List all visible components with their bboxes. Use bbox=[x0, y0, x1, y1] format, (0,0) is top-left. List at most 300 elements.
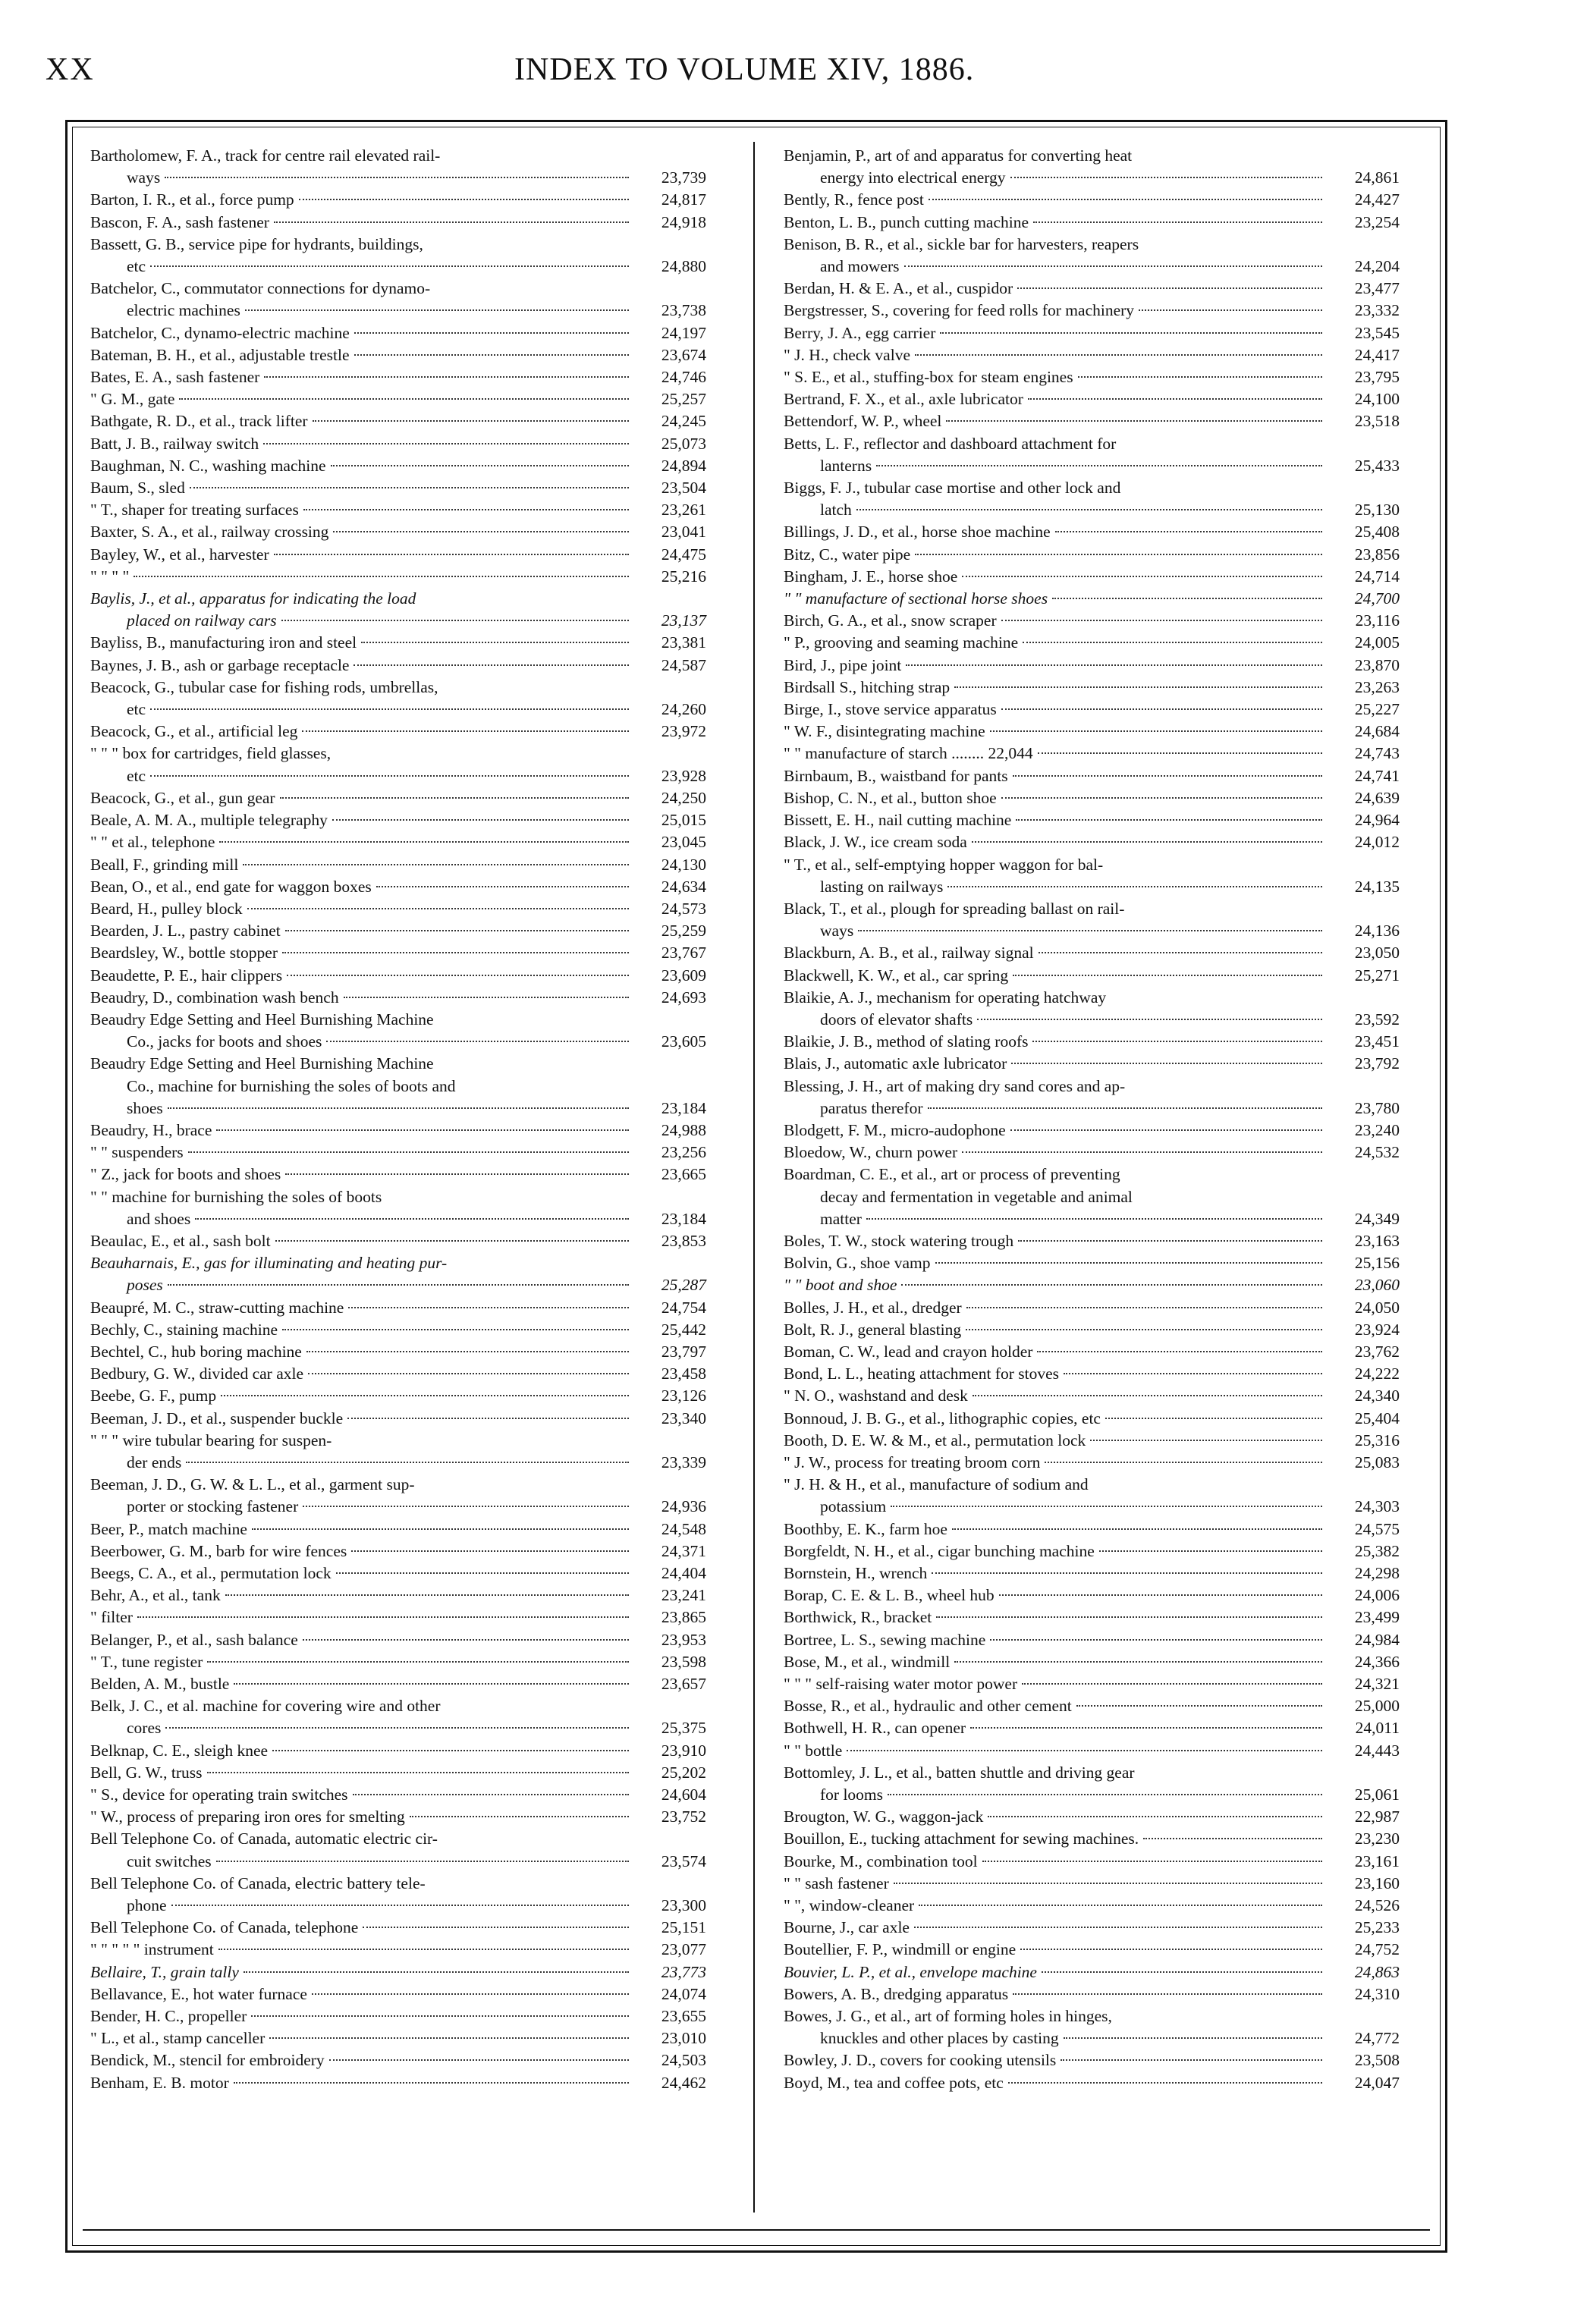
patent-number: 23,077 bbox=[661, 1940, 706, 1959]
leader-dots bbox=[888, 1794, 1322, 1795]
entry-text: Blessing, J. H., art of making dry sand cores and ap- bbox=[784, 1076, 1126, 1095]
entry-text: Beaudette, P. E., hair clippers bbox=[90, 966, 283, 985]
patent-number: 24,984 bbox=[1354, 1630, 1400, 1649]
index-entry bbox=[784, 566, 1400, 588]
index-entry bbox=[784, 942, 1400, 964]
index-entry bbox=[784, 1518, 1400, 1540]
patent-number: 24,634 bbox=[661, 877, 706, 896]
leader-dots bbox=[243, 864, 629, 865]
leader-dots bbox=[287, 975, 629, 976]
index-entry bbox=[90, 1142, 706, 1164]
leader-dots bbox=[1045, 1462, 1322, 1463]
leader-dots bbox=[333, 531, 629, 532]
entry-text: Bascon, F. A., sash fastener bbox=[90, 212, 269, 231]
patent-number: 25,151 bbox=[661, 1918, 706, 1937]
patent-number: 23,739 bbox=[661, 168, 706, 187]
leader-dots bbox=[274, 554, 629, 555]
patent-number: 24,741 bbox=[1354, 766, 1400, 785]
leader-dots bbox=[894, 1883, 1322, 1884]
patent-number: 25,202 bbox=[661, 1763, 706, 1782]
entry-text: matter bbox=[820, 1209, 862, 1228]
leader-dots bbox=[225, 1594, 629, 1596]
entry-text: Bose, M., et al., windmill bbox=[784, 1652, 951, 1671]
patent-number: 24,503 bbox=[661, 2051, 706, 2070]
entry-text: Beaudry, H., brace bbox=[90, 1120, 212, 1139]
entry-text: " " machine for burnishing the soles of boots bbox=[90, 1187, 382, 1206]
entry-text: Bottomley, J. L., et al., batten shuttle and driving gear bbox=[784, 1763, 1135, 1782]
index-entry bbox=[90, 1252, 706, 1296]
patent-number: 24,772 bbox=[1354, 2029, 1400, 2048]
leader-dots bbox=[1028, 398, 1322, 400]
leader-dots bbox=[354, 354, 629, 356]
index-entry bbox=[784, 410, 1400, 432]
patent-number: 24,310 bbox=[1354, 1984, 1400, 2003]
index-entry bbox=[784, 743, 1400, 765]
entry-text: " " sash fastener bbox=[784, 1873, 889, 1892]
leader-dots bbox=[1064, 2037, 1322, 2039]
entry-text: and mowers bbox=[820, 257, 900, 276]
index-entry bbox=[784, 610, 1400, 632]
entry-text: Beegs, C. A., et al., permutation lock bbox=[90, 1564, 332, 1582]
index-entry bbox=[784, 1873, 1400, 1895]
entry-text: Belden, A. M., bustle bbox=[90, 1675, 230, 1694]
leader-dots bbox=[252, 1528, 629, 1530]
leader-dots bbox=[935, 1262, 1323, 1264]
entry-text: Bond, L. L., heating attachment for stoves bbox=[784, 1365, 1060, 1383]
patent-number: 23,795 bbox=[1354, 368, 1400, 387]
leader-dots bbox=[990, 730, 1322, 732]
entry-text: Bellaire, T., grain tally bbox=[90, 1962, 239, 1981]
index-entry bbox=[784, 1385, 1400, 1407]
entry-text: " " " box for cartridges, field glasses, bbox=[90, 744, 332, 763]
patent-number: 24,754 bbox=[661, 1298, 706, 1317]
entry-text: " " boot and shoe bbox=[784, 1276, 897, 1295]
entry-text: etc bbox=[127, 257, 146, 276]
entry-text: Bechly, C., staining machine bbox=[90, 1320, 278, 1339]
leader-dots bbox=[876, 465, 1322, 466]
entry-text: Bowley, J. D., covers for cooking utensils bbox=[784, 2051, 1057, 2070]
entry-text: " J. H., check valve bbox=[784, 345, 910, 364]
entry-text: Bowes, J. G., et al., art of forming holes in hinges, bbox=[784, 2007, 1112, 2026]
leader-dots bbox=[303, 1506, 629, 1507]
patent-number: 25,073 bbox=[661, 434, 706, 453]
patent-number: 23,609 bbox=[661, 966, 706, 985]
entry-text: " " " " " instrument bbox=[90, 1940, 214, 1959]
leader-dots bbox=[1042, 1971, 1322, 1973]
index-entry bbox=[90, 1385, 706, 1407]
entry-text: lanterns bbox=[820, 456, 872, 475]
leader-dots bbox=[919, 1905, 1322, 1906]
patent-number: 24,752 bbox=[1354, 1940, 1400, 1959]
patent-number: 24,222 bbox=[1354, 1365, 1400, 1383]
leader-dots bbox=[973, 1395, 1322, 1396]
leader-dots bbox=[952, 1528, 1322, 1530]
leader-dots bbox=[1001, 620, 1322, 621]
entry-text: Batchelor, C., dynamo-electric machine bbox=[90, 323, 350, 342]
patent-number: 25,316 bbox=[1354, 1431, 1400, 1449]
patent-number: 23,160 bbox=[1354, 1873, 1400, 1892]
leader-dots bbox=[1010, 1129, 1322, 1131]
leader-dots bbox=[171, 1905, 629, 1906]
patent-number: 23,574 bbox=[661, 1851, 706, 1870]
patent-number: 24,074 bbox=[661, 1984, 706, 2003]
index-entry bbox=[90, 1983, 706, 2005]
leader-dots bbox=[165, 177, 629, 178]
leader-dots bbox=[1105, 1418, 1322, 1419]
leader-dots bbox=[207, 1661, 629, 1663]
entry-text: Beebe, G. F., pump bbox=[90, 1387, 217, 1405]
entry-text: Biggs, F. J., tubular case mortise and other lock and bbox=[784, 479, 1121, 498]
leader-dots bbox=[312, 1993, 629, 1995]
patent-number: 24,746 bbox=[661, 368, 706, 387]
leader-dots bbox=[137, 1616, 629, 1618]
index-entry bbox=[90, 677, 706, 721]
leader-dots bbox=[906, 664, 1322, 666]
entry-text: Benton, L. B., punch cutting machine bbox=[784, 212, 1029, 231]
index-entry bbox=[784, 1917, 1400, 1939]
entry-text: Boyd, M., tea and coffee pots, etc bbox=[784, 2073, 1004, 2092]
leader-dots bbox=[302, 730, 629, 732]
patent-number: 25,257 bbox=[661, 390, 706, 409]
index-entry bbox=[784, 1562, 1400, 1584]
patent-number: 25,408 bbox=[1354, 523, 1400, 542]
patent-number: 23,332 bbox=[1354, 301, 1400, 320]
entry-text: Blackburn, A. B., et al., railway signal bbox=[784, 944, 1034, 963]
patent-number: 24,005 bbox=[1354, 633, 1400, 652]
index-entry bbox=[90, 1341, 706, 1363]
leader-dots bbox=[331, 465, 629, 466]
entry-text: Bowers, A. B., dredging apparatus bbox=[784, 1984, 1009, 2003]
leader-dots bbox=[1018, 1240, 1322, 1242]
patent-number: 24,340 bbox=[1354, 1387, 1400, 1405]
patent-number: 23,665 bbox=[661, 1165, 706, 1184]
entry-text: Borgfeldt, N. H., et al., cigar bunching machine bbox=[784, 1541, 1095, 1560]
index-entry bbox=[784, 632, 1400, 654]
leader-dots bbox=[891, 1506, 1322, 1507]
entry-text: " " et al., telephone bbox=[90, 833, 215, 852]
patent-number: 23,261 bbox=[661, 501, 706, 520]
index-entry bbox=[784, 212, 1400, 234]
patent-number: 23,263 bbox=[1354, 677, 1400, 696]
index-entry bbox=[784, 344, 1400, 366]
entry-text: Belknap, C. E., sleigh knee bbox=[90, 1741, 269, 1760]
leader-dots bbox=[245, 309, 629, 311]
patent-number: 23,792 bbox=[1354, 1054, 1400, 1073]
entry-text: Boman, C. W., lead and crayon holder bbox=[784, 1342, 1033, 1361]
entry-text: Bingham, J. E., horse shoe bbox=[784, 567, 958, 586]
leader-dots bbox=[1020, 1949, 1322, 1950]
index-entry bbox=[784, 1452, 1400, 1474]
patent-number: 25,216 bbox=[661, 567, 706, 586]
entry-text: Baylis, J., et al., apparatus for indicating the load bbox=[90, 589, 416, 608]
leader-dots bbox=[977, 1019, 1322, 1020]
index-entry bbox=[784, 300, 1400, 322]
patent-number: 23,240 bbox=[1354, 1120, 1400, 1139]
entry-text: Bearden, J. L., pastry cabinet bbox=[90, 922, 281, 941]
index-entry bbox=[784, 1230, 1400, 1252]
entry-text: der ends bbox=[127, 1452, 182, 1471]
entry-text: Bender, H. C., propeller bbox=[90, 2007, 247, 2026]
index-entry bbox=[784, 1076, 1400, 1120]
entry-text: " " manufacture of sectional horse shoes bbox=[784, 589, 1048, 608]
left-column bbox=[90, 145, 706, 2094]
patent-number: 25,015 bbox=[661, 811, 706, 830]
entry-text: Blodgett, F. M., micro-audophone bbox=[784, 1120, 1006, 1139]
patent-number: 23,241 bbox=[661, 1586, 706, 1605]
entry-text: Batchelor, C., commutator connections for dynamo- bbox=[90, 279, 431, 298]
index-entry bbox=[90, 1120, 706, 1142]
index-entry bbox=[90, 809, 706, 831]
patent-number: 23,041 bbox=[661, 523, 706, 542]
entry-text: Billings, J. D., et al., horse shoe machine bbox=[784, 523, 1051, 542]
patent-number: 23,592 bbox=[1354, 1010, 1400, 1029]
entry-text: placed on railway cars bbox=[127, 611, 277, 630]
index-entry bbox=[90, 721, 706, 743]
entry-text: cores bbox=[127, 1719, 162, 1738]
index-entry bbox=[90, 965, 706, 987]
entry-text: Belk, J. C., et al. machine for covering wire and other bbox=[90, 1697, 441, 1716]
index-entry bbox=[90, 566, 706, 588]
leader-dots bbox=[1001, 708, 1322, 710]
patent-number: 25,000 bbox=[1354, 1697, 1400, 1716]
leader-dots bbox=[219, 841, 629, 843]
patent-number: 24,639 bbox=[1354, 788, 1400, 807]
patent-number: 25,287 bbox=[661, 1276, 706, 1295]
entry-text: Bolvin, G., shoe vamp bbox=[784, 1254, 931, 1273]
patent-number: 23,451 bbox=[1354, 1032, 1400, 1051]
index-entry bbox=[90, 1762, 706, 1784]
entry-text: Bornstein, H., wrench bbox=[784, 1564, 928, 1582]
leader-dots bbox=[904, 265, 1323, 267]
patent-number: 24,321 bbox=[1354, 1675, 1400, 1694]
leader-dots bbox=[856, 509, 1322, 510]
entry-text: Bates, E. A., sash fastener bbox=[90, 368, 260, 387]
patent-number: 25,271 bbox=[1354, 966, 1400, 985]
leader-dots bbox=[234, 1683, 629, 1685]
patent-number: 25,156 bbox=[1354, 1254, 1400, 1273]
index-entry bbox=[90, 477, 706, 499]
leader-dots bbox=[195, 1218, 629, 1220]
leader-dots bbox=[1061, 2059, 1322, 2061]
leader-dots bbox=[1143, 1838, 1322, 1839]
patent-number: 23,126 bbox=[661, 1387, 706, 1405]
entry-text: Borthwick, R., bracket bbox=[784, 1608, 932, 1627]
leader-dots bbox=[1052, 598, 1322, 599]
entry-text: " " " self-raising water motor power bbox=[784, 1675, 1018, 1694]
index-entry bbox=[784, 2049, 1400, 2071]
entry-text: Berry, J. A., egg carrier bbox=[784, 323, 936, 342]
index-entry bbox=[784, 2005, 1400, 2049]
patent-number: 24,136 bbox=[1354, 922, 1400, 941]
index-entry bbox=[784, 1430, 1400, 1452]
leader-dots bbox=[218, 1949, 629, 1950]
leader-dots bbox=[1008, 2082, 1322, 2084]
patent-number: 23,870 bbox=[1354, 655, 1400, 674]
index-entry bbox=[90, 2072, 706, 2094]
patent-number: 24,532 bbox=[1354, 1143, 1400, 1162]
index-entry bbox=[90, 1740, 706, 1762]
index-entry bbox=[90, 1053, 706, 1120]
entry-text: Bateman, B. H., et al., adjustable trestle bbox=[90, 345, 350, 364]
index-entry bbox=[90, 920, 706, 942]
index-entry bbox=[784, 1120, 1400, 1142]
index-entry bbox=[90, 854, 706, 876]
entry-text: Benison, B. R., et al., sickle bar for harvesters, reapers bbox=[784, 234, 1139, 253]
patent-number: 25,259 bbox=[661, 922, 706, 941]
entry-text: " " suspenders bbox=[90, 1143, 184, 1162]
entry-text: Bassett, G. B., service pipe for hydrants, buildings, bbox=[90, 234, 423, 253]
bottom-rule bbox=[83, 2229, 1430, 2231]
entry-text: " ", window-cleaner bbox=[784, 1896, 915, 1915]
index-entry bbox=[90, 1784, 706, 1806]
index-entry bbox=[784, 965, 1400, 987]
patent-number: 24,861 bbox=[1354, 168, 1400, 187]
patent-number: 24,100 bbox=[1354, 390, 1400, 409]
patent-number: 24,260 bbox=[661, 700, 706, 719]
patent-number: 24,700 bbox=[1354, 589, 1400, 608]
leader-dots bbox=[150, 708, 629, 710]
leader-dots bbox=[190, 487, 629, 488]
index-entry bbox=[90, 388, 706, 410]
leader-dots bbox=[275, 1240, 629, 1242]
entry-text: " filter bbox=[90, 1608, 133, 1627]
entry-text: Beacock, G., et al., gun gear bbox=[90, 788, 275, 807]
entry-text: Birdsall S., hitching strap bbox=[784, 677, 951, 696]
patent-number: 24,204 bbox=[1354, 257, 1400, 276]
index-entry bbox=[90, 145, 706, 189]
entry-text: for looms bbox=[820, 1785, 884, 1804]
patent-number: 24,475 bbox=[661, 545, 706, 564]
patent-number: 23,752 bbox=[661, 1807, 706, 1826]
leader-dots bbox=[1038, 752, 1322, 754]
leader-dots bbox=[282, 952, 629, 953]
leader-dots bbox=[999, 1594, 1322, 1596]
index-entry bbox=[784, 388, 1400, 410]
leader-dots bbox=[207, 1772, 629, 1773]
entry-text: Black, J. W., ice cream soda bbox=[784, 833, 967, 852]
entry-text: " S., device for operating train switches bbox=[90, 1785, 348, 1804]
index-entry bbox=[784, 1851, 1400, 1873]
index-entry bbox=[90, 987, 706, 1009]
leader-dots bbox=[1010, 177, 1322, 178]
index-entry bbox=[784, 322, 1400, 344]
index-entry bbox=[90, 1164, 706, 1186]
leader-dots bbox=[299, 199, 629, 200]
index-entry bbox=[784, 588, 1400, 610]
patent-number: 24,012 bbox=[1354, 833, 1400, 852]
index-entry bbox=[90, 1430, 706, 1474]
leader-dots bbox=[280, 797, 629, 799]
leader-dots bbox=[966, 1307, 1322, 1308]
index-entry bbox=[784, 1319, 1400, 1341]
leader-dots bbox=[351, 1550, 629, 1552]
entry-text: etc bbox=[127, 766, 146, 785]
entry-text: Birch, G. A., et al., snow scraper bbox=[784, 611, 997, 630]
entry-text: Beardsley, W., bottle stopper bbox=[90, 944, 278, 963]
entry-text: Boles, T. W., stock watering trough bbox=[784, 1231, 1014, 1250]
index-entry bbox=[90, 2049, 706, 2071]
leader-dots bbox=[281, 620, 629, 621]
patent-number: 23,499 bbox=[1354, 1608, 1400, 1627]
entry-text: Berdan, H. & E. A., et al., cuspidor bbox=[784, 279, 1013, 298]
patent-number: 24,349 bbox=[1354, 1209, 1400, 1228]
index-entry bbox=[90, 1606, 706, 1628]
leader-dots bbox=[940, 332, 1322, 334]
leader-dots bbox=[1039, 952, 1322, 953]
patent-number: 23,184 bbox=[661, 1098, 706, 1117]
entry-text: ways bbox=[820, 922, 854, 941]
leader-dots bbox=[928, 1107, 1323, 1109]
leader-dots bbox=[308, 1373, 629, 1374]
leader-dots bbox=[1064, 1373, 1322, 1374]
index-entry bbox=[90, 655, 706, 677]
entry-text: potassium bbox=[820, 1497, 887, 1516]
patent-number: 25,233 bbox=[1354, 1918, 1400, 1937]
patent-number: 23,780 bbox=[1354, 1098, 1400, 1117]
leader-dots bbox=[221, 1395, 629, 1396]
index-entry bbox=[90, 876, 706, 898]
patent-number: 22,987 bbox=[1354, 1807, 1400, 1826]
patent-number: 23,161 bbox=[1354, 1851, 1400, 1870]
entry-text: " Z., jack for boots and shoes bbox=[90, 1165, 281, 1184]
index-entry bbox=[90, 1474, 706, 1518]
index-entry bbox=[784, 278, 1400, 300]
entry-text: Bently, R., fence post bbox=[784, 190, 924, 209]
leader-dots bbox=[306, 1351, 629, 1352]
entry-text: Beeman, J. D., G. W. & L. L., et al., garment sup- bbox=[90, 1475, 415, 1494]
patent-number: 23,865 bbox=[661, 1608, 706, 1627]
patent-number: 23,910 bbox=[661, 1741, 706, 1760]
entry-text: Benjamin, P., art of and apparatus for converting heat bbox=[784, 146, 1133, 165]
entry-text: Bayley, W., et al., harvester bbox=[90, 545, 269, 564]
entry-text: Barton, I. R., et al., force pump bbox=[90, 190, 294, 209]
patent-number: 25,061 bbox=[1354, 1785, 1400, 1804]
patent-number: 24,303 bbox=[1354, 1497, 1400, 1516]
leader-dots bbox=[264, 376, 629, 378]
entry-text: Bonnoud, J. B. G., et al., lithographic copies, etc bbox=[784, 1409, 1101, 1427]
index-entry bbox=[784, 1474, 1400, 1518]
entry-text: Boardman, C. E., et al., art or process of preventing bbox=[784, 1165, 1120, 1184]
leader-dots bbox=[354, 332, 629, 334]
entry-text: Beer, P., match machine bbox=[90, 1519, 247, 1538]
entry-text: Beale, A. M. A., multiple telegraphy bbox=[90, 811, 328, 830]
patent-number: 23,300 bbox=[661, 1896, 706, 1915]
patent-number: 23,545 bbox=[1354, 323, 1400, 342]
entry-text: Bitz, C., water pipe bbox=[784, 545, 911, 564]
entry-text: Bartholomew, F. A., track for centre rail elevated rail- bbox=[90, 146, 441, 165]
patent-number: 23,518 bbox=[1354, 412, 1400, 431]
leader-dots bbox=[1078, 376, 1322, 378]
entry-text: " T., shaper for treating surfaces bbox=[90, 501, 299, 520]
entry-text: Black, T., et al., plough for spreading ballast on rail- bbox=[784, 899, 1125, 918]
entry-text: " N. O., washstand and desk bbox=[784, 1387, 968, 1405]
index-entry bbox=[784, 1031, 1400, 1053]
entry-text: " W., process of preparing iron ores for smelting bbox=[90, 1807, 405, 1826]
entry-text: Beaulac, E., et al., sash bolt bbox=[90, 1231, 271, 1250]
index-entry bbox=[90, 898, 706, 920]
index-entry bbox=[784, 1252, 1400, 1274]
patent-number: 25,404 bbox=[1354, 1409, 1400, 1427]
entry-text: " " bottle bbox=[784, 1741, 843, 1760]
index-entry bbox=[784, 787, 1400, 809]
patent-number: 25,375 bbox=[661, 1719, 706, 1738]
index-entry bbox=[784, 1762, 1400, 1806]
patent-number: 24,245 bbox=[661, 412, 706, 431]
entry-text: shoes bbox=[127, 1098, 163, 1117]
entry-text: knuckles and other places by casting bbox=[820, 2029, 1059, 2048]
index-entry bbox=[90, 1584, 706, 1606]
index-entry bbox=[90, 433, 706, 455]
